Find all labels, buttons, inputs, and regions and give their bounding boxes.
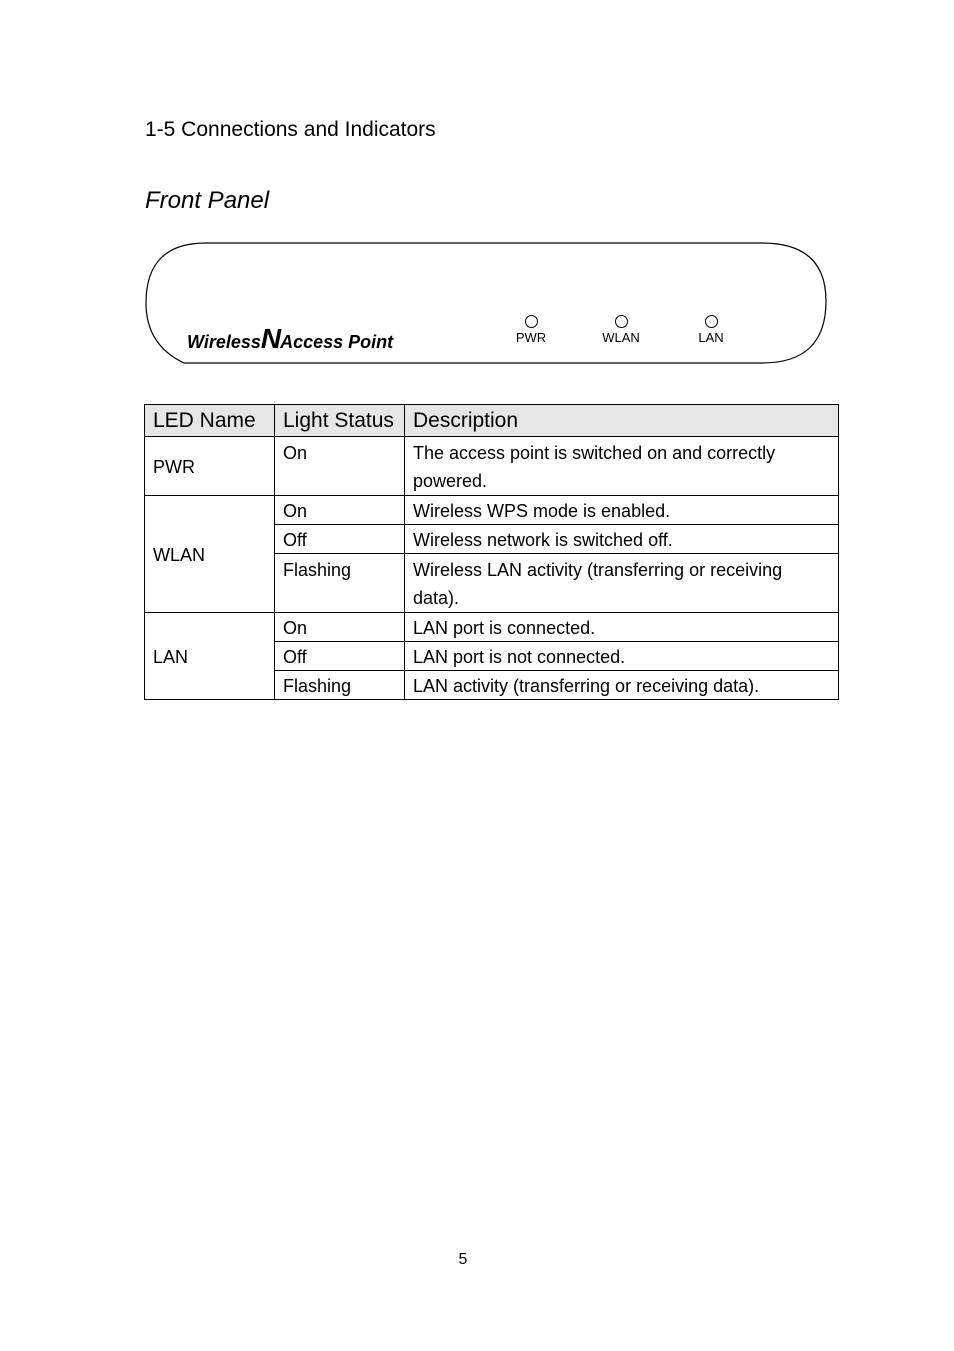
table-row <box>145 496 839 525</box>
header-led-name: LED Name <box>145 405 275 437</box>
led-pwr-label: PWR <box>515 330 547 345</box>
description-cell: LAN activity (transferring or receiving data). <box>405 671 839 700</box>
brand-text-access-point: Access Point <box>280 332 394 352</box>
table-header-row <box>145 405 839 437</box>
table-row <box>145 437 839 496</box>
led-wlan-indicator-icon <box>615 315 628 328</box>
led-lan-label: LAN <box>698 330 724 345</box>
front-panel-diagram <box>144 241 828 365</box>
brand-text-wireless: Wireless <box>187 332 261 352</box>
section-title: 1-5 Connections and Indicators <box>145 118 436 141</box>
description-cell: Wireless LAN activity (transferring or receiving data). <box>405 554 839 613</box>
page-number: 5 <box>458 1251 468 1268</box>
led-wlan <box>591 315 651 345</box>
led-lan-indicator-icon <box>705 315 718 328</box>
header-light-status: Light Status <box>275 405 405 437</box>
led-name-cell: LAN <box>145 613 275 700</box>
brand-logo <box>187 323 393 355</box>
status-cell: On <box>275 496 405 525</box>
header-description: Description <box>405 405 839 437</box>
led-lan <box>681 315 741 345</box>
status-cell: Flashing <box>275 554 405 613</box>
status-cell: Off <box>275 642 405 671</box>
status-cell: On <box>275 437 405 496</box>
description-cell: LAN port is connected. <box>405 613 839 642</box>
description-cell: The access point is switched on and correctly powered. <box>405 437 839 496</box>
led-pwr-indicator-icon <box>525 315 538 328</box>
led-pwr <box>501 315 561 345</box>
brand-text-n: N <box>260 323 281 354</box>
led-name-cell: WLAN <box>145 496 275 613</box>
description-cell: LAN port is not connected. <box>405 642 839 671</box>
table-row <box>145 613 839 642</box>
led-table <box>144 404 839 700</box>
description-cell: Wireless network is switched off. <box>405 525 839 554</box>
status-cell: Off <box>275 525 405 554</box>
description-cell: Wireless WPS mode is enabled. <box>405 496 839 525</box>
status-cell: Flashing <box>275 671 405 700</box>
led-name-cell: PWR <box>145 437 275 496</box>
led-wlan-label: WLAN <box>602 330 640 345</box>
front-panel-title: Front Panel <box>145 187 270 214</box>
status-cell: On <box>275 613 405 642</box>
